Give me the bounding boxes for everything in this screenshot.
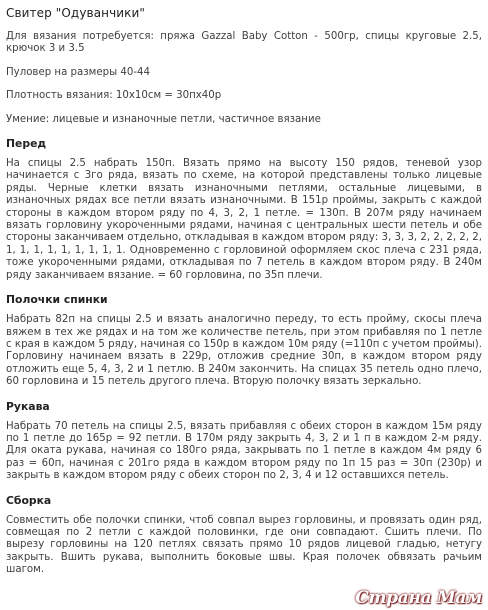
density-text: Плотность вязания: 10х10см = 30пх40р: [6, 90, 222, 102]
section-heading: Полочки спинки: [6, 293, 108, 307]
skills-text: Умение: лицевые и изнаночные петли, частичное вязание: [6, 113, 321, 125]
section-assembly: [6, 494, 482, 577]
page-title: Свитер "Одуванчики": [6, 6, 146, 20]
site-watermark: Страна Мам: [355, 588, 482, 608]
materials-text: Для вязания потребуется: пряжа Gazzal Baby Cotton - 500гр, спицы круговые 2.5, крючок 3 и 3.5: [6, 31, 482, 55]
section-text: Совместить обе полочки спинки, чтоб совпал вырез горловины, и провязать один ряд, совмещая по 2 петли с каждой половинки, где они совпадают. Сшить плечи. По вырезу горловины на 120 петлях связать прямо 10 рядов лицевой гладью, нетугу закрыть. Вшить рукава, выполнить боковые швы. Края полочек обвязать рачьим шагом.: [6, 514, 482, 576]
section-sleeves: [6, 400, 482, 483]
section-front: [6, 137, 482, 282]
section-text: Набрать 70 петель на спицы 2.5, вязать прибавляя с обеих сторон в каждом 15м ряду по 1 петле до 165р = 92 петли. В 170м ряду закрыть 4, 3, 2 и 1 п в каждом 2-м ряду. Для оката рукава, начиная со 180го ряда, закрывать по 1 петле в каждом 4м ряду 6 раз = 60п, начиная с 201го ряда в каждом втором ряду по 1п 15 раз = 30п (230р) и закрыть в каждом втором ряду с обеих сторон по 2, 3, 4 и 12 оставшихся петель.: [6, 420, 482, 482]
document: [6, 6, 482, 577]
section-heading: Рукава: [6, 399, 50, 413]
section-heading: Сборка: [6, 493, 52, 507]
section-text: Набрать 82п на спицы 2.5 и вязать аналогично переду, то есть пройму, скосы плеча вяжем в тех же рядах и на том же количестве петель, при этом прибавляя по 1 петле с края в каждом 5 ряду, начиная со 150р в каждом 10м ряду (=110п с учетом проймы). Горловину начинаем вязать в 229р, отложив средние 30п, в каждом втором ряду отложить еще 5, 4, 3, 2 и 1 петлю. В 240м закончить. На спицах 35 петель одно плечо, 60 горловина и 15 петель другого плеча. Вторую полочку вязать зеркально.: [6, 314, 482, 388]
sizes-text: Пуловер на размеры 40-44: [6, 66, 150, 78]
section-heading: Перед: [6, 137, 47, 151]
section-text: На спицы 2.5 набрать 150п. Вязать прямо на высоту 150 рядов, теневой узор начинается с 3го ряда, вязать по схеме, на которой представлены только лицевые ряды. Черные клетки вязать изнаночными петлями, остальные лицевыми, в изнаночных рядах все петли вязать изнаночными. В 151р проймы, закрыть с каждой стороны в каждом втором ряду по 4, 3, 2, 1 петле. = 130п. В 207м ряду начинаем вязать горловину укороченными рядами, начиная с центральных шести петель и обе стороны заканчиваем отдельно, откладывая в каждом втором ряду: 3, 3, 3, 2, 2, 2, 2, 2, 1, 1, 1, 1, 1, 1, 1, 1, 1. Одновременно с горловиной оформляем скос плеча с 231 ряда, тоже укороченными рядами, откладывая по 7 петель в каждом втором ряду. В 240м ряду заканчиваем вязание. = 60 горловина, по 35п плечи.: [6, 158, 482, 281]
section-back-halves: [6, 293, 482, 388]
